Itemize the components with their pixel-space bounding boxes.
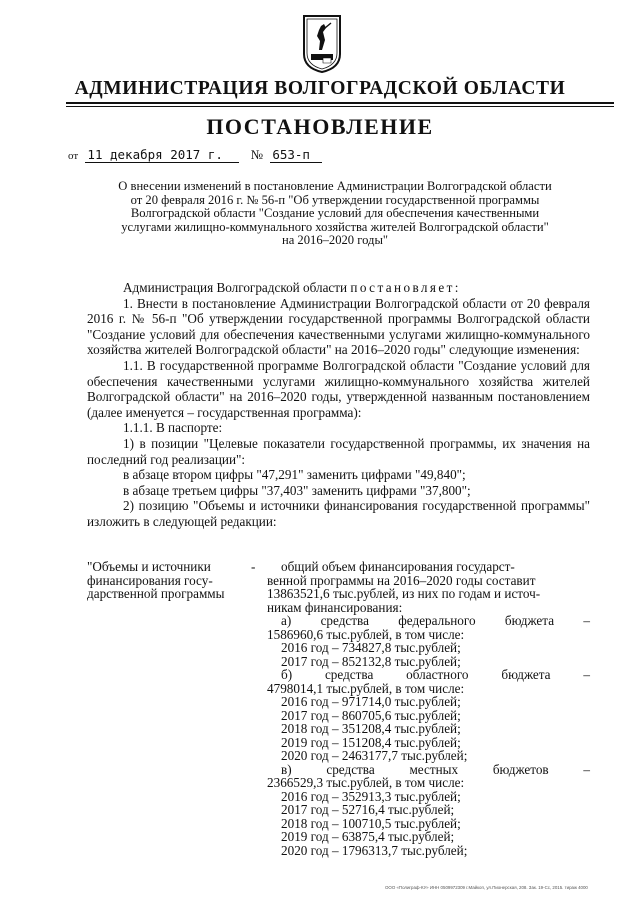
local-budget-total: 2366529,3 тыс.рублей, в том числе:	[267, 775, 465, 790]
subject-line: от 20 февраля 2016 г. № 56-п "Об утверждении государственной программы	[130, 192, 540, 207]
regional-year-line: 2018 год – 351208,4 тыс.рублей;	[281, 721, 461, 736]
heading-word: бюджетов	[492, 761, 549, 777]
regional-year-line: 2019 год – 151208,4 тыс.рублей;	[281, 734, 461, 750]
financing-label-line: "Объемы и источники	[87, 559, 211, 574]
federal-budget-total: 1586960,6 тыс.рублей, в том числе:	[267, 626, 465, 642]
issuing-authority: АДМИНИСТРАЦИЯ ВОЛГОГРАДСКОЙ ОБЛАСТИ	[74, 78, 566, 99]
regional-year-line: 2017 год – 860705,6 тыс.рублей;	[281, 707, 461, 723]
heading-word: областного	[406, 667, 469, 682]
federal-budget-heading	[267, 614, 590, 628]
heading-word: а)	[281, 613, 292, 628]
financing-details	[267, 560, 590, 857]
preamble	[87, 280, 590, 296]
number-label: №	[250, 147, 264, 162]
heading-word: средства	[326, 761, 375, 777]
date-prefix: от	[68, 150, 79, 162]
federal-year-line: 2016 год – 734827,8 тыс.рублей;	[281, 640, 461, 655]
financing-intro-line: никам финансирования:	[267, 599, 403, 615]
subject-line: на 2016–2020 годы"	[281, 233, 389, 248]
decree-number: 653-п	[270, 148, 322, 163]
decree-date: 11 декабря 2017 г.	[85, 148, 239, 163]
heading-word: федерального	[398, 613, 476, 628]
regional-year-line: 2020 год – 2463177,7 тыс.рублей;	[281, 748, 468, 763]
header-rule-thick	[66, 102, 614, 104]
preamble-verb: постановляет:	[350, 280, 461, 295]
body-paragraph: 1.1.1. В паспорте:	[123, 420, 223, 436]
regional-budget-total: 4798014,1 тыс.рублей, в том числе:	[267, 680, 465, 696]
body-paragraph: 2) позицию "Объемы и источники финансирования государственной программы" изложить в следующей редакции:	[87, 498, 590, 529]
federal-year-line: 2017 год – 852132,8 тыс.рублей;	[281, 653, 461, 669]
subject-line: О внесении изменений в постановление Администрации Волгоградской области	[118, 179, 552, 193]
regional-budget-heading	[267, 668, 590, 682]
printer-imprint: ООО «Полиграф-КУ» ИНН 0509972309 г.Майкоп, ул.Пионерская, 208. Зак. 19-Сс, 2015. тираж 4000	[385, 885, 588, 890]
financing-intro-line: общий объем финансирования государст-	[281, 559, 515, 574]
local-budget-heading	[267, 763, 590, 777]
financing-label-line: дарственной программы	[87, 586, 225, 601]
body-paragraph: в абзаце втором цифры "47,291" заменить цифрами "49,840";	[123, 467, 466, 483]
heading-word: б)	[281, 667, 293, 682]
body-paragraph: в абзаце третьем цифры "37,403" заменить цифрами "37,800";	[123, 482, 471, 498]
financing-intro-line: 13863521,6 тыс.рублей, из них по годам и источ-	[267, 586, 541, 601]
heading-word: местных	[409, 761, 459, 777]
heading-word: в)	[281, 761, 292, 777]
document-type-title: ПОСТАНОВЛЕНИЕ	[206, 114, 434, 139]
date-number-line	[68, 147, 322, 163]
financing-label-line: финансирования госу-	[87, 572, 213, 588]
preamble-text: Администрация Волгоградской области	[123, 280, 348, 295]
heading-word: –	[583, 761, 590, 777]
local-year-line: 2017 год – 52716,4 тыс.рублей;	[281, 802, 455, 817]
heading-word: –	[583, 613, 590, 628]
subject-line: услугами жилищно-коммунального хозяйства жителей Волгоградской области"	[121, 219, 549, 234]
header-rule-thin	[66, 106, 614, 107]
decree-subject	[80, 180, 590, 248]
regional-year-line: 2016 год – 971714,0 тыс.рублей;	[281, 694, 461, 709]
body-paragraph: 1.1. В государственной программе Волгоградской области "Создание условий для обеспечения качественными услугами жилищно-коммунального хозяйства жителей Волгоградской области" на 2016–2020 годы, утвержденной названным постановлением (далее именуется – государственная программа):	[87, 357, 590, 420]
subject-line: Волгоградской области "Создание условий для обеспечения качественными	[130, 206, 540, 221]
local-year-line: 2019 год – 63875,4 тыс.рублей;	[281, 829, 455, 844]
heading-word: бюджета	[504, 613, 555, 628]
coat-of-arms-icon	[301, 14, 343, 74]
financing-label	[87, 560, 247, 601]
heading-word: средства	[320, 613, 369, 628]
heading-word: средства	[324, 667, 374, 682]
heading-word: бюджета	[501, 667, 551, 682]
heading-word: –	[583, 667, 590, 682]
financing-intro-line: венной программы на 2016–2020 годы составит	[267, 572, 536, 588]
decree-body	[87, 280, 590, 530]
body-paragraph: 1) в позиции "Целевые показатели государственной программы, их значения на последний год реализации":	[87, 435, 590, 467]
local-year-line: 2018 год – 100710,5 тыс.рублей;	[281, 815, 461, 831]
financing-dash: -	[251, 559, 256, 574]
local-year-line: 2016 год – 352913,3 тыс.рублей;	[281, 788, 461, 804]
body-paragraph: 1. Внести в постановление Администрации Волгоградской области от 20 февраля 2016 г. № 56-п "Об утверждении государственной программы Волгоградской области "Создание условий для обеспечения качественными услугами жилищно-коммунального хозяйства жителей Волгоградской области" на 2016–2020 годы" следующие изменения:	[87, 295, 590, 358]
local-year-line: 2020 год – 1796313,7 тыс.рублей;	[281, 842, 468, 858]
